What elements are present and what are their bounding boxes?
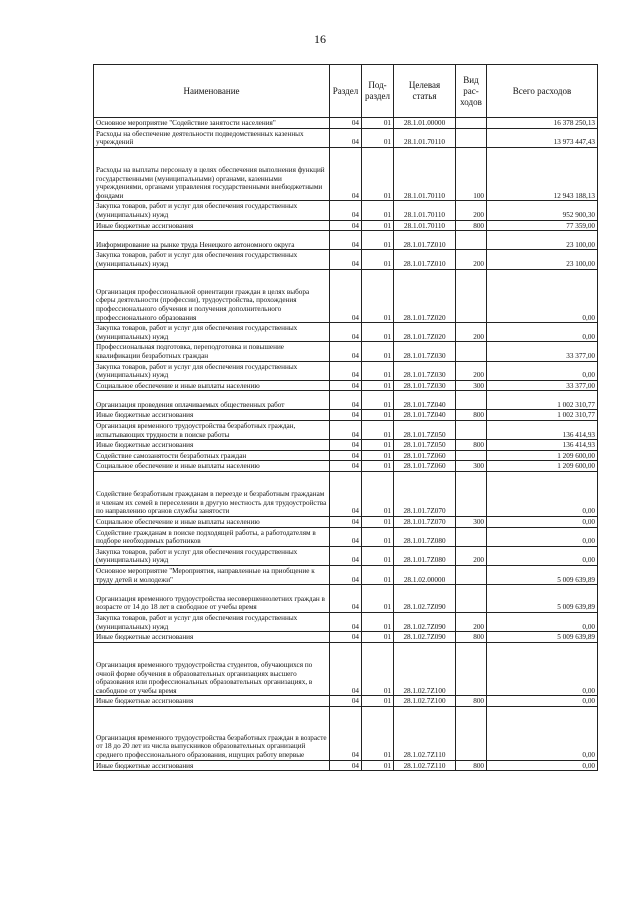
row-section: 04 (330, 632, 362, 643)
row-section: 04 (330, 147, 362, 201)
row-subsection: 01 (362, 231, 394, 250)
header-name: Наименование (94, 65, 330, 118)
row-total: 33 377,00 (487, 380, 598, 391)
table-row (94, 566, 598, 585)
table-row (94, 696, 598, 707)
row-expense-type: 100 (456, 147, 487, 201)
row-total: 0,00 (487, 361, 598, 380)
row-section: 04 (330, 527, 362, 546)
table-row (94, 361, 598, 380)
row-target-article: 28.1.01.7Z020 (394, 269, 456, 323)
row-subsection: 01 (362, 527, 394, 546)
row-expense-type (456, 706, 487, 760)
table-body (94, 118, 598, 771)
row-target-article: 28.1.01.7Z070 (394, 517, 456, 528)
row-target-article: 28.1.01.7Z060 (394, 461, 456, 472)
table-row (94, 391, 598, 410)
row-section: 04 (330, 612, 362, 631)
row-total: 1 209 600,00 (487, 461, 598, 472)
row-section: 04 (330, 269, 362, 323)
row-total: 0,00 (487, 323, 598, 342)
row-name: Организация временного трудоустройства несовершеннолетних граждан в возрасте от 14 до 18 лет в свободное от учебы время (94, 585, 330, 613)
row-section: 04 (330, 361, 362, 380)
row-name: Иные бюджетные ассигнования (94, 220, 330, 231)
row-target-article: 28.1.02.7Z110 (394, 706, 456, 760)
row-expense-type: 200 (456, 361, 487, 380)
row-section: 04 (330, 517, 362, 528)
table-row (94, 323, 598, 342)
row-total: 0,00 (487, 517, 598, 528)
row-total: 77 359,00 (487, 220, 598, 231)
row-name: Организация временного трудоустройства безработных граждан в возрасте от 18 до 20 лет из числа выпускников образовательных организаций среднего профессионального образования, ищущих работу впервые (94, 706, 330, 760)
table-row (94, 585, 598, 613)
row-target-article: 28.1.01.00000 (394, 118, 456, 129)
row-total: 0,00 (487, 527, 598, 546)
row-section: 04 (330, 220, 362, 231)
row-total: 16 378 250,13 (487, 118, 598, 129)
row-subsection: 01 (362, 612, 394, 631)
row-total: 0,00 (487, 760, 598, 771)
row-target-article: 28.1.01.7Z010 (394, 250, 456, 269)
row-subsection: 01 (362, 760, 394, 771)
row-target-article: 28.1.02.7Z090 (394, 585, 456, 613)
row-target-article: 28.1.01.70110 (394, 201, 456, 220)
row-subsection: 01 (362, 472, 394, 517)
row-expense-type: 800 (456, 760, 487, 771)
row-target-article: 28.1.02.7Z100 (394, 642, 456, 696)
row-name: Социальное обеспечение и иные выплаты населению (94, 461, 330, 472)
budget-table (93, 64, 598, 771)
row-target-article: 28.1.01.70110 (394, 128, 456, 147)
row-section: 04 (330, 391, 362, 410)
row-expense-type (456, 118, 487, 129)
table-row (94, 220, 598, 231)
row-subsection: 01 (362, 632, 394, 643)
row-expense-type (456, 342, 487, 361)
row-total: 5 009 639,89 (487, 566, 598, 585)
row-subsection: 01 (362, 410, 394, 421)
row-target-article: 28.1.01.7Z080 (394, 527, 456, 546)
row-expense-type: 800 (456, 220, 487, 231)
row-subsection: 01 (362, 440, 394, 451)
row-section: 04 (330, 201, 362, 220)
row-name: Содействие самозанятости безработных граждан (94, 450, 330, 461)
row-subsection: 01 (362, 220, 394, 231)
table-row (94, 342, 598, 361)
header-total: Всего расходов (487, 65, 598, 118)
row-target-article: 28.1.01.7Z050 (394, 421, 456, 440)
row-total: 5 009 639,89 (487, 585, 598, 613)
row-total: 0,00 (487, 472, 598, 517)
row-section: 04 (330, 410, 362, 421)
row-expense-type (456, 231, 487, 250)
row-subsection: 01 (362, 585, 394, 613)
row-total: 0,00 (487, 706, 598, 760)
table-row (94, 642, 598, 696)
row-section: 04 (330, 642, 362, 696)
row-expense-type (456, 450, 487, 461)
row-expense-type: 800 (456, 440, 487, 451)
row-name: Содействие гражданам в поиске подходящей работы, а работодателям в подборе необходимых работников (94, 527, 330, 546)
row-expense-type: 300 (456, 380, 487, 391)
row-target-article: 28.1.01.7Z030 (394, 342, 456, 361)
row-target-article: 28.1.01.7Z010 (394, 231, 456, 250)
row-section: 04 (330, 760, 362, 771)
row-target-article: 28.1.01.7Z080 (394, 546, 456, 565)
table-row (94, 632, 598, 643)
row-target-article: 28.1.01.7Z030 (394, 361, 456, 380)
row-name: Основное мероприятие "Содействие занятости населения" (94, 118, 330, 129)
row-section: 04 (330, 461, 362, 472)
row-subsection: 01 (362, 517, 394, 528)
row-name: Закупка товаров, работ и услуг для обеспечения государственных (муниципальных) нужд (94, 201, 330, 220)
row-target-article: 28.1.01.7Z070 (394, 472, 456, 517)
row-expense-type (456, 128, 487, 147)
row-subsection: 01 (362, 128, 394, 147)
header-subsection: Под- раздел (362, 65, 394, 118)
table-row (94, 546, 598, 565)
row-section: 04 (330, 450, 362, 461)
row-name: Закупка товаров, работ и услуг для обеспечения государственных (муниципальных) нужд (94, 323, 330, 342)
row-name: Иные бюджетные ассигнования (94, 440, 330, 451)
row-target-article: 28.1.02.00000 (394, 566, 456, 585)
row-section: 04 (330, 696, 362, 707)
table-row (94, 410, 598, 421)
table-row (94, 450, 598, 461)
row-subsection: 01 (362, 450, 394, 461)
row-total: 0,00 (487, 612, 598, 631)
row-subsection: 01 (362, 323, 394, 342)
table-row (94, 269, 598, 323)
row-total: 0,00 (487, 546, 598, 565)
row-subsection: 01 (362, 361, 394, 380)
row-total: 33 377,00 (487, 342, 598, 361)
row-subsection: 01 (362, 118, 394, 129)
row-expense-type (456, 585, 487, 613)
row-section: 04 (330, 128, 362, 147)
row-subsection: 01 (362, 566, 394, 585)
row-expense-type: 200 (456, 612, 487, 631)
row-target-article: 28.1.01.7Z020 (394, 323, 456, 342)
table-row (94, 527, 598, 546)
row-subsection: 01 (362, 201, 394, 220)
row-subsection: 01 (362, 696, 394, 707)
page-number: 16 (314, 32, 326, 46)
table-row (94, 231, 598, 250)
row-expense-type: 300 (456, 517, 487, 528)
row-expense-type: 200 (456, 546, 487, 565)
row-target-article: 28.1.02.7Z100 (394, 696, 456, 707)
row-target-article: 28.1.01.7Z040 (394, 410, 456, 421)
table-row (94, 421, 598, 440)
row-total: 13 973 447,43 (487, 128, 598, 147)
row-section: 04 (330, 342, 362, 361)
row-total: 5 009 639,89 (487, 632, 598, 643)
row-total: 0,00 (487, 269, 598, 323)
header-expense-type: Вид рас- ходов (456, 65, 487, 118)
row-name: Организация проведения оплачиваемых общественных работ (94, 391, 330, 410)
row-target-article: 28.1.01.70110 (394, 220, 456, 231)
table-row (94, 472, 598, 517)
row-target-article: 28.1.02.7Z090 (394, 612, 456, 631)
row-total: 0,00 (487, 696, 598, 707)
row-total: 1 002 310,77 (487, 410, 598, 421)
row-section: 04 (330, 323, 362, 342)
row-name: Содействие безработным гражданам в переезде и безработным гражданам и членам их семей в переселении в другую местность для трудоустройства по направлению органов службы занятости (94, 472, 330, 517)
row-target-article: 28.1.02.7Z110 (394, 760, 456, 771)
row-subsection: 01 (362, 250, 394, 269)
row-section: 04 (330, 440, 362, 451)
row-name: Иные бюджетные ассигнования (94, 410, 330, 421)
table-row (94, 201, 598, 220)
row-section: 04 (330, 546, 362, 565)
row-name: Социальное обеспечение и иные выплаты населению (94, 380, 330, 391)
row-subsection: 01 (362, 147, 394, 201)
row-name: Иные бюджетные ассигнования (94, 632, 330, 643)
row-subsection: 01 (362, 642, 394, 696)
row-total: 952 900,30 (487, 201, 598, 220)
row-expense-type (456, 642, 487, 696)
row-total: 136 414,93 (487, 440, 598, 451)
row-section: 04 (330, 706, 362, 760)
row-name: Организация временного трудоустройства безработных граждан, испытывающих трудности в поиске работы (94, 421, 330, 440)
row-name: Иные бюджетные ассигнования (94, 696, 330, 707)
row-total: 136 414,93 (487, 421, 598, 440)
row-section: 04 (330, 472, 362, 517)
row-target-article: 28.1.01.7Z050 (394, 440, 456, 451)
row-subsection: 01 (362, 342, 394, 361)
table-row (94, 128, 598, 147)
row-name: Расходы на обеспечение деятельности подведомственных казенных учреждений (94, 128, 330, 147)
table-row (94, 380, 598, 391)
row-expense-type: 800 (456, 632, 487, 643)
row-total: 12 943 188,13 (487, 147, 598, 201)
row-name: Закупка товаров, работ и услуг для обеспечения государственных (муниципальных) нужд (94, 250, 330, 269)
row-expense-type: 800 (456, 696, 487, 707)
row-expense-type (456, 566, 487, 585)
table-row (94, 760, 598, 771)
table-row (94, 250, 598, 269)
row-expense-type (456, 269, 487, 323)
row-section: 04 (330, 380, 362, 391)
row-section: 04 (330, 585, 362, 613)
row-expense-type: 300 (456, 461, 487, 472)
row-expense-type (456, 472, 487, 517)
row-expense-type (456, 391, 487, 410)
row-name: Иные бюджетные ассигнования (94, 760, 330, 771)
table-row (94, 118, 598, 129)
row-section: 04 (330, 118, 362, 129)
row-name: Закупка товаров, работ и услуг для обеспечения государственных (муниципальных) нужд (94, 546, 330, 565)
table-row (94, 440, 598, 451)
row-section: 04 (330, 566, 362, 585)
row-name: Основное мероприятие "Мероприятия, направленные на приобщение к труду детей и молодежи" (94, 566, 330, 585)
row-target-article: 28.1.02.7Z090 (394, 632, 456, 643)
row-section: 04 (330, 231, 362, 250)
row-expense-type (456, 527, 487, 546)
table-row (94, 461, 598, 472)
table-header-row (94, 65, 598, 118)
table-row (94, 706, 598, 760)
row-subsection: 01 (362, 546, 394, 565)
row-subsection: 01 (362, 380, 394, 391)
row-subsection: 01 (362, 391, 394, 410)
row-name: Социальное обеспечение и иные выплаты населению (94, 517, 330, 528)
row-subsection: 01 (362, 706, 394, 760)
row-target-article: 28.1.01.70110 (394, 147, 456, 201)
row-name: Информирование на рынке труда Ненецкого автономного округа (94, 231, 330, 250)
row-expense-type: 800 (456, 410, 487, 421)
table-row (94, 147, 598, 201)
row-subsection: 01 (362, 461, 394, 472)
row-name: Профессиональная подготовка, переподготовка и повышение квалификации безработных граждан (94, 342, 330, 361)
row-total: 23 100,00 (487, 250, 598, 269)
row-total: 1 209 600,00 (487, 450, 598, 461)
row-total: 23 100,00 (487, 231, 598, 250)
row-name: Расходы на выплаты персоналу в целях обеспечения выполнения функций государственными (муниципальными) органами, казенными учреждениями, органами управления государственными внебюджетными фондами (94, 147, 330, 201)
header-section: Раздел (330, 65, 362, 118)
row-name: Закупка товаров, работ и услуг для обеспечения государственных (муниципальных) нужд (94, 612, 330, 631)
row-name: Организация профессиональной ориентации граждан в целях выбора сферы деятельности (профессии), трудоустройства, прохождения профессионального обучения и получения дополнительного профессионального образования (94, 269, 330, 323)
row-subsection: 01 (362, 269, 394, 323)
row-name: Организация временного трудоустройства студентов, обучающихся по очной форме обучения в образовательных организациях высшего образования или профессиональных образовательных организациях, в свободное от учебы время (94, 642, 330, 696)
row-name: Закупка товаров, работ и услуг для обеспечения государственных (муниципальных) нужд (94, 361, 330, 380)
row-expense-type: 200 (456, 323, 487, 342)
row-target-article: 28.1.01.7Z030 (394, 380, 456, 391)
row-target-article: 28.1.01.7Z040 (394, 391, 456, 410)
row-section: 04 (330, 421, 362, 440)
row-subsection: 01 (362, 421, 394, 440)
table-row (94, 517, 598, 528)
row-total: 1 002 310,77 (487, 391, 598, 410)
row-expense-type: 200 (456, 250, 487, 269)
row-target-article: 28.1.01.7Z060 (394, 450, 456, 461)
row-section: 04 (330, 250, 362, 269)
row-expense-type: 200 (456, 201, 487, 220)
row-total: 0,00 (487, 642, 598, 696)
row-expense-type (456, 421, 487, 440)
header-target-article: Целевая статья (394, 65, 456, 118)
table-row (94, 612, 598, 631)
